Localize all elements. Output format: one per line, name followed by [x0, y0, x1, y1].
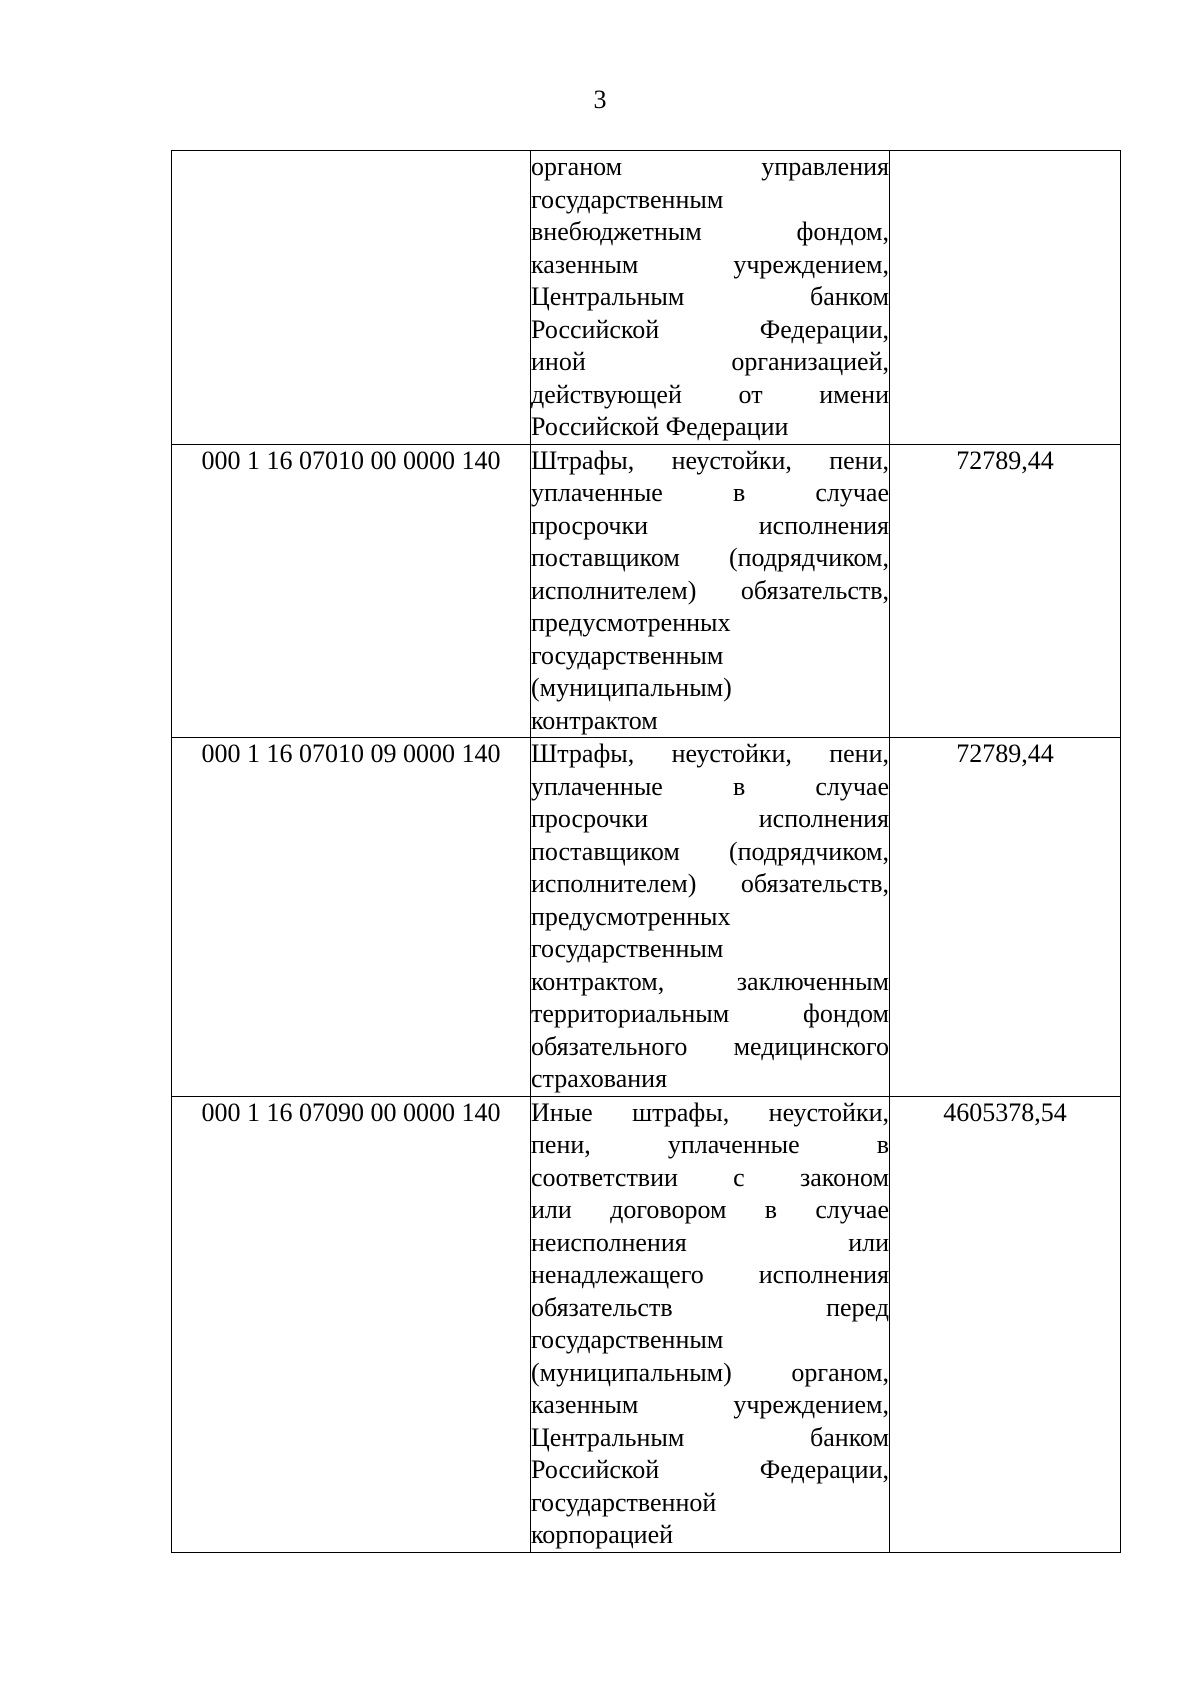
description-line: поставщиком (подрядчиком,: [531, 836, 889, 866]
description-line: исполнителем) обязательств,: [531, 575, 889, 605]
description-line: государственным: [531, 1325, 724, 1354]
description-line: внебюджетным фондом,: [531, 217, 889, 246]
description-line: Центральным банком: [531, 1422, 889, 1452]
amount-cell: 4605378,54: [890, 1096, 1121, 1552]
description-line: обязательного медицинского: [531, 1031, 889, 1061]
description-line: территориальным фондом: [531, 999, 889, 1028]
description-line: поставщиком (подрядчиком,: [531, 543, 889, 572]
description-line: контрактом: [531, 705, 658, 735]
revenue-table: [171, 150, 1121, 1553]
description-line: просрочки исполнения: [531, 510, 889, 540]
description-line: просрочки исполнения: [531, 804, 889, 833]
description-line: Российской Федерации,: [531, 1455, 889, 1484]
description-line: контрактом, заключенным: [531, 966, 889, 996]
description-line: Центральным банком: [531, 282, 889, 311]
description-line: Российской Федерации,: [531, 314, 889, 344]
page-number: 3: [593, 85, 607, 114]
description-line: государственным: [531, 640, 724, 670]
description-cell: [531, 151, 890, 445]
description-line: казенным учреждением,: [531, 249, 889, 279]
budget-code-cell: 000 1 16 07010 00 0000 140: [172, 444, 531, 738]
budget-code-cell: 000 1 16 07010 09 0000 140: [172, 738, 531, 1097]
description-line: предусмотренных: [531, 608, 731, 637]
budget-code-cell: [172, 151, 531, 445]
description-cell: [531, 444, 890, 738]
table-row: [172, 151, 1121, 445]
description-line: государственным: [531, 934, 724, 963]
description-line: органом управления: [531, 152, 889, 181]
description-line: неисполнения или: [531, 1227, 889, 1257]
amount-cell: [890, 151, 1121, 445]
description-line: исполнителем) обязательств,: [531, 869, 889, 898]
description-line: иной организацией,: [531, 347, 889, 376]
description-line: Российской Федерации: [531, 412, 789, 441]
description-line: соответствии с законом: [531, 1162, 889, 1192]
description-line: пени, уплаченные в: [531, 1130, 889, 1159]
description-line: уплаченные в случае: [531, 478, 889, 507]
description-line: обязательств перед: [531, 1292, 889, 1322]
description-line: или договором в случае: [531, 1195, 889, 1224]
description-line: предусмотренных: [531, 901, 731, 931]
table-row: [172, 738, 1121, 1097]
table-row: [172, 1096, 1121, 1552]
description-line: ненадлежащего исполнения: [531, 1260, 889, 1289]
description-line: Иные штрафы, неустойки,: [531, 1097, 889, 1127]
budget-code-cell: 000 1 16 07090 00 0000 140: [172, 1096, 531, 1552]
description-line: Штрафы, неустойки, пени,: [531, 739, 889, 768]
description-line: (муниципальным): [531, 673, 732, 702]
amount-cell: 72789,44: [890, 738, 1121, 1097]
description-line: государственным: [531, 184, 724, 214]
table-body: [172, 151, 1121, 1553]
description-cell: [531, 738, 890, 1097]
table-row: [172, 444, 1121, 738]
amount-cell: 72789,44: [890, 444, 1121, 738]
description-cell: [531, 1096, 890, 1552]
description-line: корпорацией: [531, 1520, 674, 1549]
description-line: казенным учреждением,: [531, 1390, 889, 1419]
description-line: Штрафы, неустойки, пени,: [531, 445, 889, 475]
description-line: уплаченные в случае: [531, 771, 889, 801]
description-line: (муниципальным) органом,: [531, 1357, 889, 1387]
description-line: действующей от имени: [531, 379, 889, 409]
description-line: государственной: [531, 1487, 717, 1517]
description-line: страхования: [531, 1064, 668, 1093]
